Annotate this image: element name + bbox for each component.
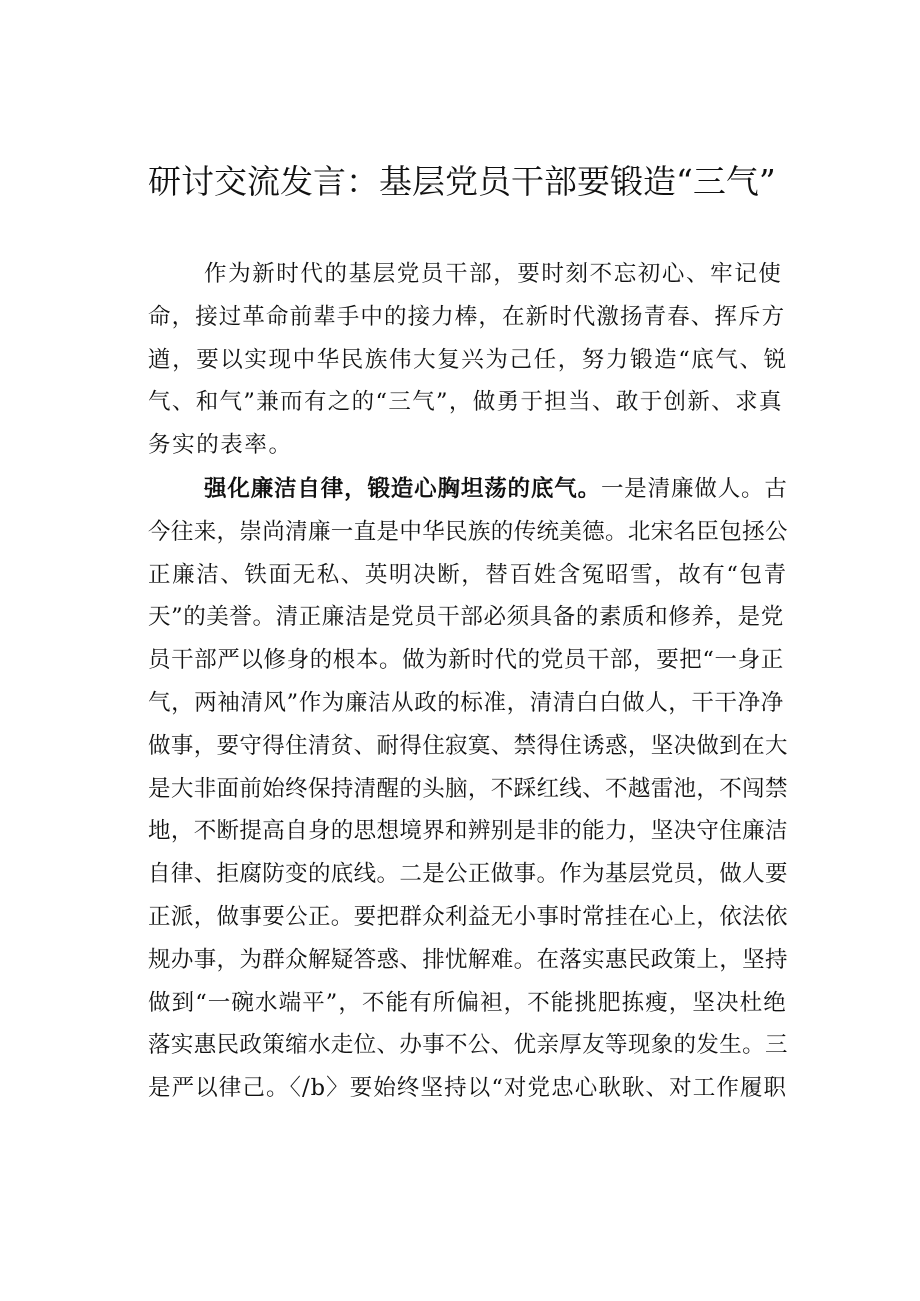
section-line: 做事，要守得住清贫、耐得住寂寞、禁得住诱惑，坚决做到在大: [148, 732, 788, 759]
section-line: 员干部严以修身的根本。做为新时代的党员干部，要把“一身正: [148, 647, 784, 674]
intro-line: 务实的表率。: [148, 432, 293, 459]
section-line: 正派，做事要公正。要把群众利益无小事时常挂在心上，依法依: [148, 903, 788, 930]
section-paragraph: [148, 468, 788, 1110]
intro-line: 气、和气”兼而有之的“三气”，做勇于担当、敢于创新、求真: [148, 389, 783, 416]
section-line: 气，两袖清风”作为廉洁从政的标准，清清白白做人，干干净净: [148, 689, 784, 716]
section-heading: 强化廉洁自律，锻造心胸坦荡的底气。: [204, 476, 601, 502]
section-line: 自律、拒腐防变的底线。二是公正做事。作为基层党员，做人要: [148, 861, 788, 888]
section-first-line: [148, 468, 788, 511]
intro-line: 命，接过革命前辈手中的接力棒，在新时代激扬青春、挥斥方: [148, 303, 786, 330]
intro-line: 作为新时代的基层党员干部，要时刻不忘初心、牢记使: [204, 261, 783, 287]
section-first-line-rest: 一是清廉做人。古: [600, 476, 788, 502]
section-line: 是严以律己。〈/b〉要始终坚持以“对党忠心耿耿、对工作履职: [148, 1075, 788, 1102]
section-line: 落实惠民政策缩水走位、办事不公、优亲厚友等现象的发生。三: [148, 1032, 788, 1059]
intro-line: 遒，要以实现中华民族伟大复兴为己任，努力锻造“底气、锐: [148, 346, 788, 373]
section-line: 天”的美誉。清正廉洁是党员干部必须具备的素质和修养，是党: [148, 604, 784, 631]
section-line: 地，不断提高自身的思想境界和辨别是非的能力，坚决守住廉洁: [148, 818, 788, 845]
section-line: 做到“一碗水端平”，不能有所偏袒，不能挑肥拣瘦，坚决杜绝: [148, 989, 787, 1016]
document-title: 研讨交流发言：基层党员干部要锻造“三气”: [148, 162, 776, 201]
section-line: 今往来，崇尚清廉一直是中华民族的传统美德。北宋名臣包拯公: [148, 518, 788, 545]
section-line: 正廉洁、铁面无私、英明决断，替百姓含冤昭雪，故有“包青: [148, 561, 788, 588]
intro-paragraph: [148, 253, 788, 467]
section-line: 是大非面前始终保持清醒的头脑，不踩红线、不越雷池，不闯禁: [148, 775, 788, 802]
section-line: 规办事，为群众解疑答惑、排忧解难。在落实惠民政策上，坚持: [148, 946, 788, 973]
